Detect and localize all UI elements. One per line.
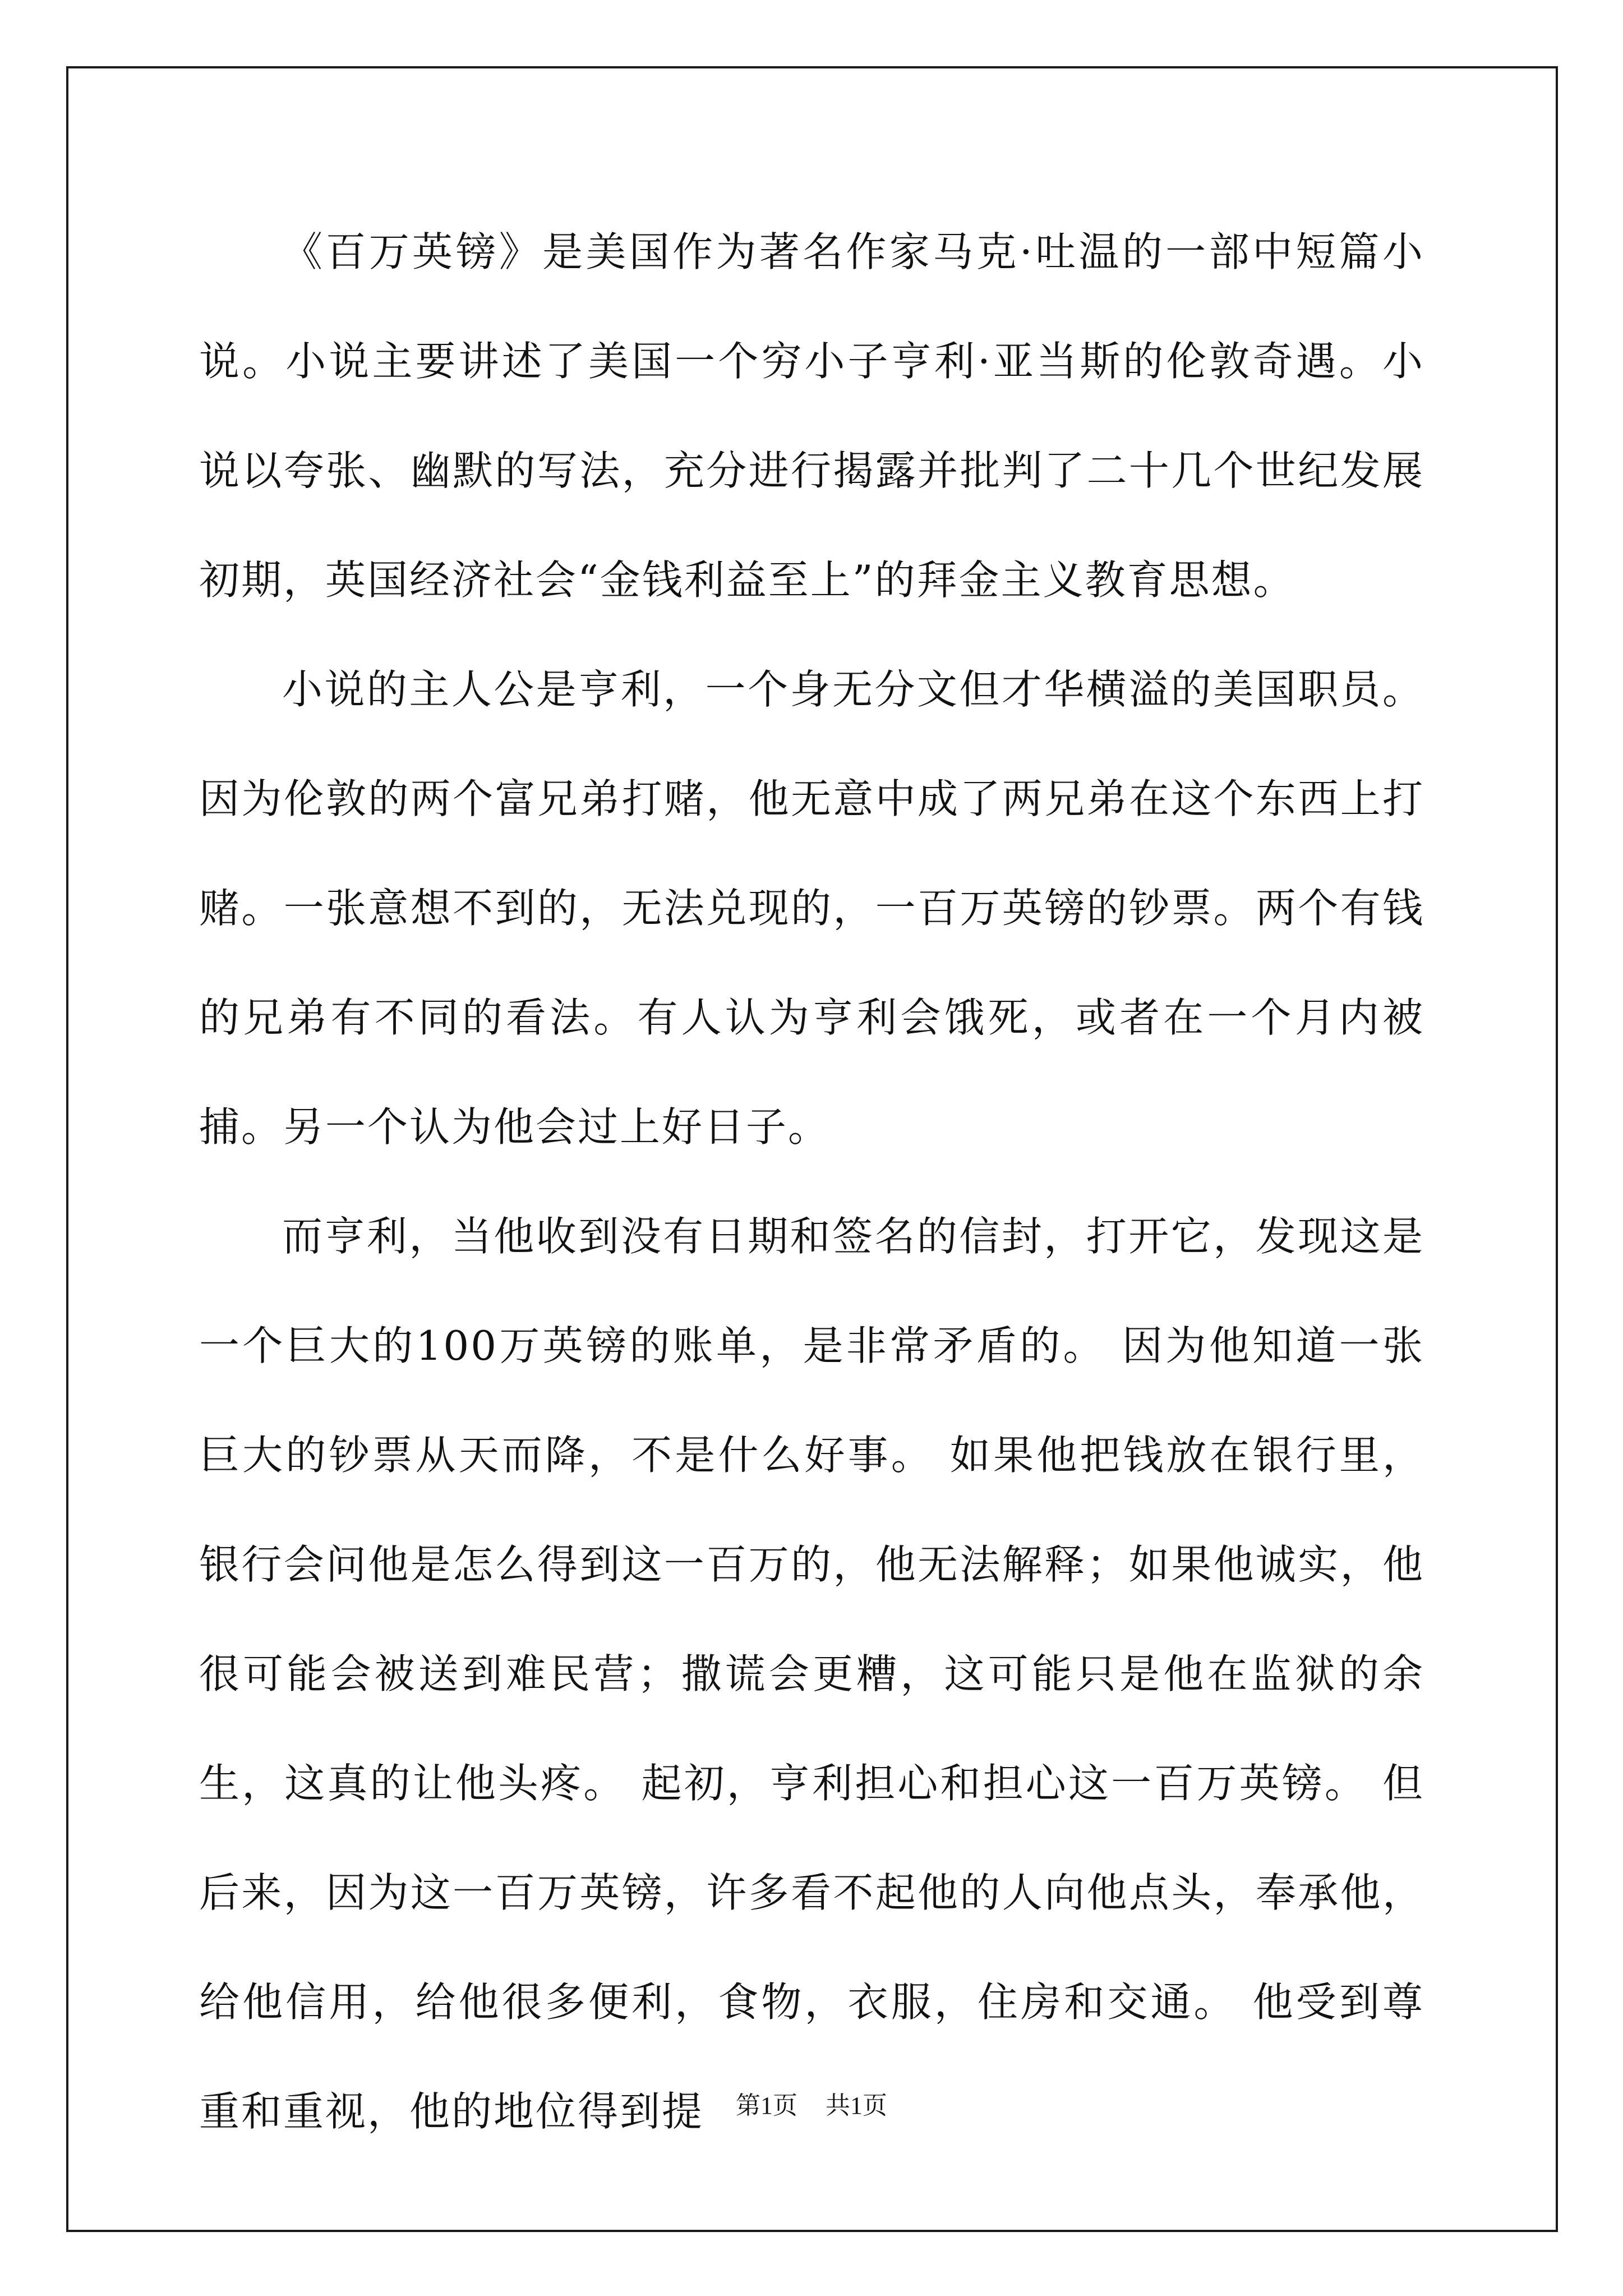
paragraph-1: 《百万英镑》是美国作为著名作家马克·吐温的一部中短篇小说。小说主要讲述了美国一个穷小子亨利·亚当斯的伦敦奇遇。小说以夸张、幽默的写法，充分进行揭露并批判了二十几个世纪发展初期，英国经济社会“金钱利益至上”的拜金主义教育思想。 (199, 228, 1424, 604)
paragraph-3: 而亨利，当他收到没有日期和签名的信封，打开它，发现这是一个巨大的100万英镑的账单，是非常矛盾的。 因为他知道一张巨大的钞票从天而降，不是什么好事。 如果他把钱放在银行里，银行会问他是怎么得到这一百万的，他无法解释；如果他诚实，他很可能会被送到难民营；撒谎会更糟，这可能只是他在监狱的余生，这真的让他头疼。 起初，亨利担心和担心这一百万英镑。 但后来，因为这一百万英镑，许多看不起他的人向他点头，奉承他，给他信用，给他很多便利，食物，衣服，住房和交通。 他受到尊重和重视，他的地位得到提 (199, 1213, 1424, 2135)
page-total: 共1页 (826, 2092, 887, 2119)
document-body (199, 197, 1424, 2166)
page-footer (0, 2085, 1623, 2121)
page-number: 第1页 (736, 2092, 797, 2119)
paragraph-2: 小说的主人公是亨利，一个身无分文但才华横溢的美国职员。因为伦敦的两个富兄弟打赌，他无意中成了两兄弟在这个东西上打赌。一张意想不到的，无法兑现的，一百万英镑的钞票。两个有钱的兄弟有不同的看法。有人认为亨利会饿死，或者在一个月内被捕。另一个认为他会过上好日子。 (199, 666, 1424, 1151)
